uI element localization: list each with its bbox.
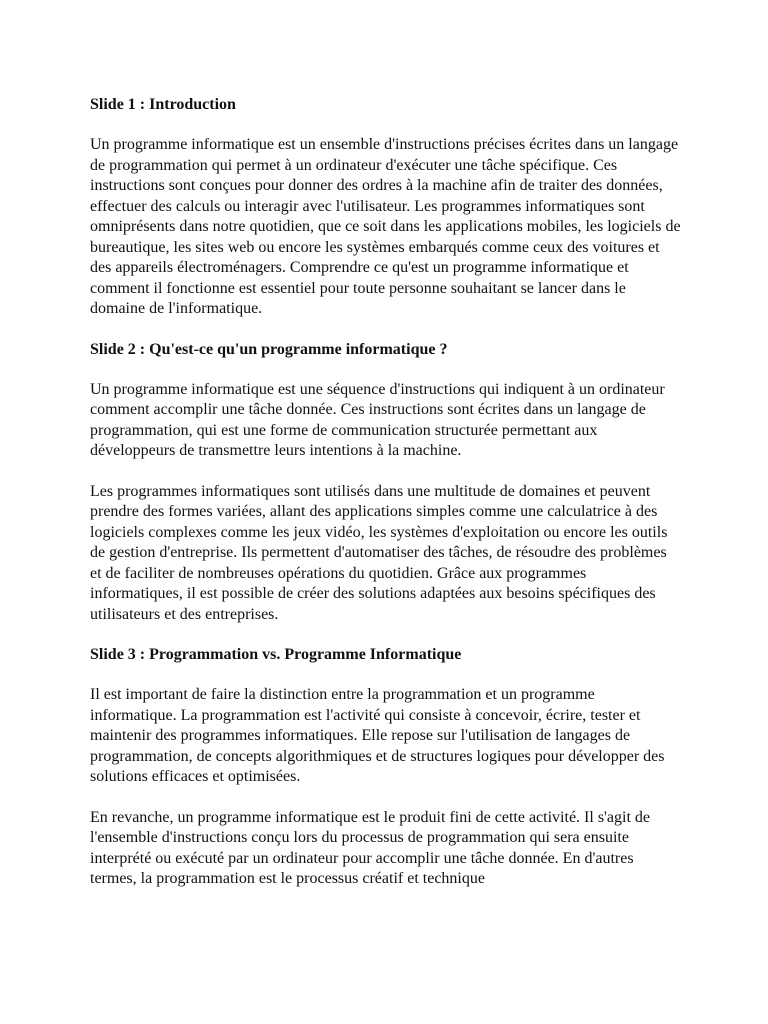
document-body	[90, 95, 682, 910]
paragraph: Un programme informatique est un ensemble d'instructions précises écrites dans un langage de programmation qui permet à un ordinateur d'exécuter une tâche spécifique. Ces instructions sont conçues pour donner des ordres à la machine afin de traiter des données, effectuer des calculs ou interagir avec l'utilisateur. Les programmes informatiques sont omniprésents dans notre quotidien, que ce soit dans les applications mobiles, les logiciels de bureautique, les sites web ou encore les systèmes embarqués comme ceux des voitures et des appareils électroménagers. Comprendre ce qu'est un programme informatique et comment il fonctionne est essentiel pour toute personne souhaitant se lancer dans le domaine de l'informatique.	[90, 136, 681, 317]
section-slide-3	[90, 645, 682, 890]
section-heading: Slide 2 : Qu'est-ce qu'un programme informatique ?	[90, 340, 448, 358]
paragraph: En revanche, un programme informatique est le produit fini de cette activité. Il s'agit de l'ensemble d'instructions conçu lors du processus de programmation qui sera ensuite interprété ou exécuté par un ordinateur pour accomplir une tâche donnée. En d'autres termes, la programmation est le processus créatif et technique	[90, 808, 651, 887]
section-heading: Slide 3 : Programmation vs. Programme Informatique	[90, 646, 462, 663]
section-slide-1	[90, 95, 682, 320]
paragraph: Il est important de faire la distinction entre la programmation et un programme informatique. La programmation est l'activité qui consiste à concevoir, écrire, tester et maintenir des programmes informatiques. Elle repose sur l'utilisation de langages de programmation, de concepts algorithmiques et de structures logiques pour développer des solutions efficaces et optimisées.	[90, 686, 665, 785]
paragraph: Un programme informatique est une séquence d'instructions qui indiquent à un ordinateur comment accomplir une tâche donnée. Ces instructions sont écrites dans un langage de programmation, qui est une forme de communication structurée permettant aux développeurs de transmettre leurs intentions à la machine.	[90, 380, 665, 459]
section-heading: Slide 1 : Introduction	[90, 96, 236, 113]
section-slide-2	[90, 340, 682, 626]
paragraph: Les programmes informatiques sont utilisés dans une multitude de domaines et peuvent prendre des formes variées, allant des applications simples comme une calculatrice à des logiciels complexes comme les jeux vidéo, les systèmes d'exploitation ou encore les outils de gestion d'entreprise. Ils permettent d'automatiser des tâches, de résoudre des problèmes et de faciliter de nombreuses opérations du quotidien. Grâce aux programmes informatiques, il est possible de créer des solutions adaptées aux besoins spécifiques des utilisateurs et des entreprises.	[90, 482, 668, 623]
